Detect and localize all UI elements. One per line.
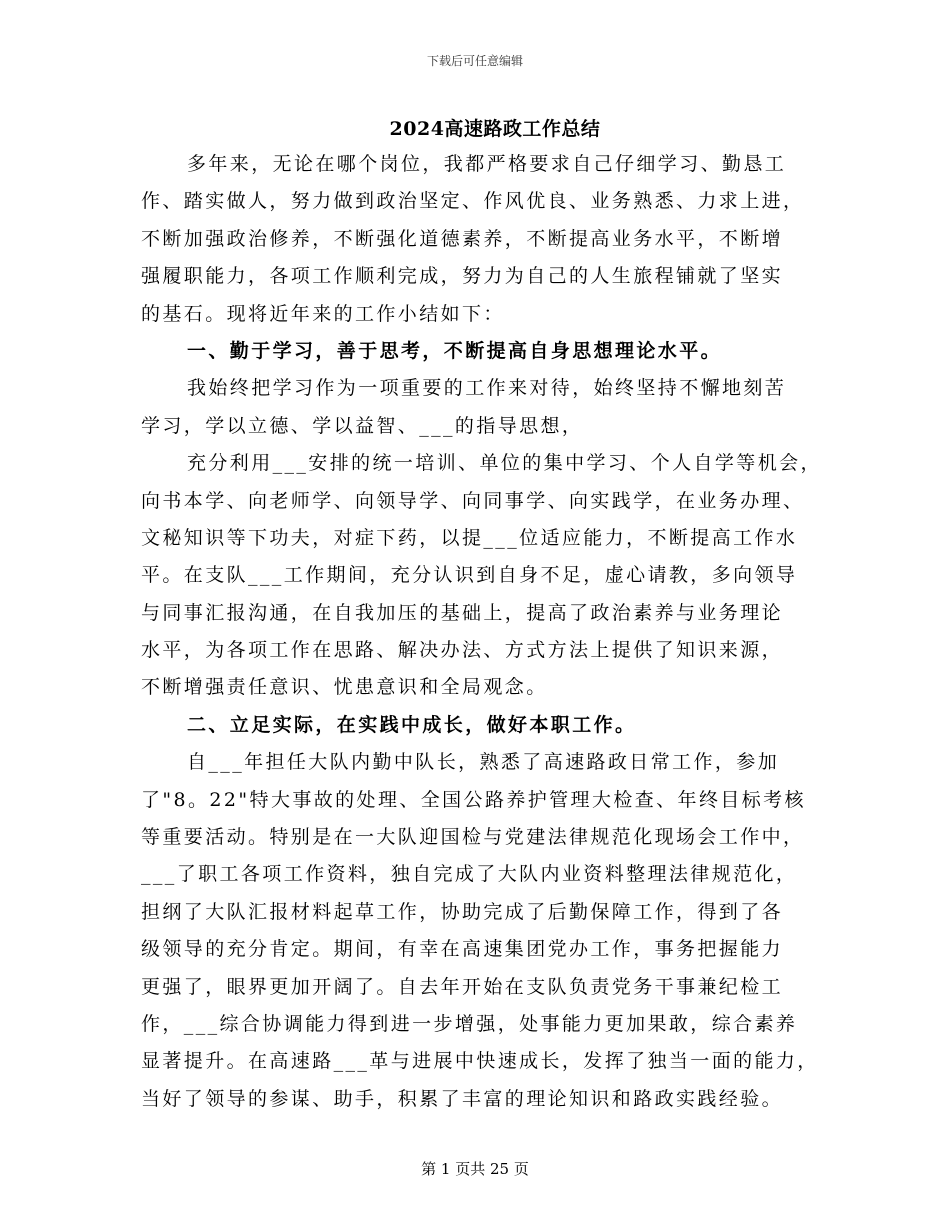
text-line: 与同事汇报沟通，在自我加压的基础上，提高了政治素养与业务理论 xyxy=(141,601,784,624)
text-line: 不断加强政治修养，不断强化道德素养，不断提高业务水平，不断增 xyxy=(141,227,784,250)
text-line: 更强了，眼界更加开阔了。自去年开始在支队负责党务干事兼纪检工 xyxy=(141,975,784,998)
text-line: 了"8。22"特大事故的处理、全国公路养护管理大检查、年终目标考核 xyxy=(141,788,806,811)
text-line: 等重要活动。特别是在一大队迎国检与党建法律规范化现场会工作中， xyxy=(141,826,805,849)
text-line: 我始终把学习作为一项重要的工作来对待，始终坚持不懈地刻苦 xyxy=(187,377,787,400)
document-body xyxy=(141,146,821,1118)
text-line: 多年来，无论在哪个岗位，我都严格要求自己仔细学习、勤恳工 xyxy=(187,153,787,175)
text-line: 强履职能力，各项工作顺利完成，努力为自己的人生旅程铺就了坚实 xyxy=(141,265,784,288)
page-footer: 第 1 页共 25 页 xyxy=(421,1160,529,1178)
text-line: 不断增强责任意识、忧患意识和全局观念。 xyxy=(141,676,548,699)
text-line: 作、踏实做人，努力做到政治坚定、作风优良、业务熟悉、力求上进， xyxy=(141,190,805,213)
text-line: 级领导的充分肯定。期间，有幸在高速集团党办工作，事务把握能力 xyxy=(141,938,784,961)
document-title: 2024高速路政工作总结 xyxy=(389,118,601,140)
text-line: 的基石。现将近年来的工作小结如下： xyxy=(141,302,505,325)
text-line: 显著提升。在高速路___革与进展中快速成长，发挥了独当一面的能力， xyxy=(141,1050,819,1073)
text-line: 当好了领导的参谋、助手，积累了丰富的理论知识和路政实践经验。 xyxy=(141,1087,784,1110)
text-line: ___了职工各项工作资料，独自完成了大队内业资料整理法律规范化， xyxy=(141,863,798,886)
text-line: 充分利用___安排的统一培训、单位的集中学习、个人自学等机会， xyxy=(187,452,822,475)
text-line: 学习，学以立德、学以益智、___的指导思想， xyxy=(141,414,584,437)
text-line: 担纲了大队汇报材料起草工作，协助完成了后勤保障工作，得到了各 xyxy=(141,900,784,923)
text-line: 自___年担任大队内勤中队长，熟悉了高速路政日常工作，参加 xyxy=(187,751,780,774)
text-line: 向书本学、向老师学、向领导学、向同事学、向实践学，在业务办理、 xyxy=(141,489,805,512)
page-header: 下载后可任意编辑 xyxy=(426,54,523,68)
section-heading: 一、勤于学习，善于思考，不断提高自身思想理论水平。 xyxy=(187,339,723,362)
text-line: 作，___综合协调能力得到进一步增强，处事能力更加果敢，综合素养 xyxy=(141,1012,798,1035)
text-line: 水平，为各项工作在思路、解决办法、方式方法上提供了知识来源， xyxy=(141,639,784,662)
text-line: 平。在支队___工作期间，充分认识到自身不足，虚心请教，多向领导 xyxy=(141,564,798,587)
text-line: 文秘知识等下功夫，对症下药，以提___位适应能力，不断提高工作水 xyxy=(141,526,798,549)
section-heading: 二、立足实际，在实践中成长，做好本职工作。 xyxy=(187,713,637,736)
